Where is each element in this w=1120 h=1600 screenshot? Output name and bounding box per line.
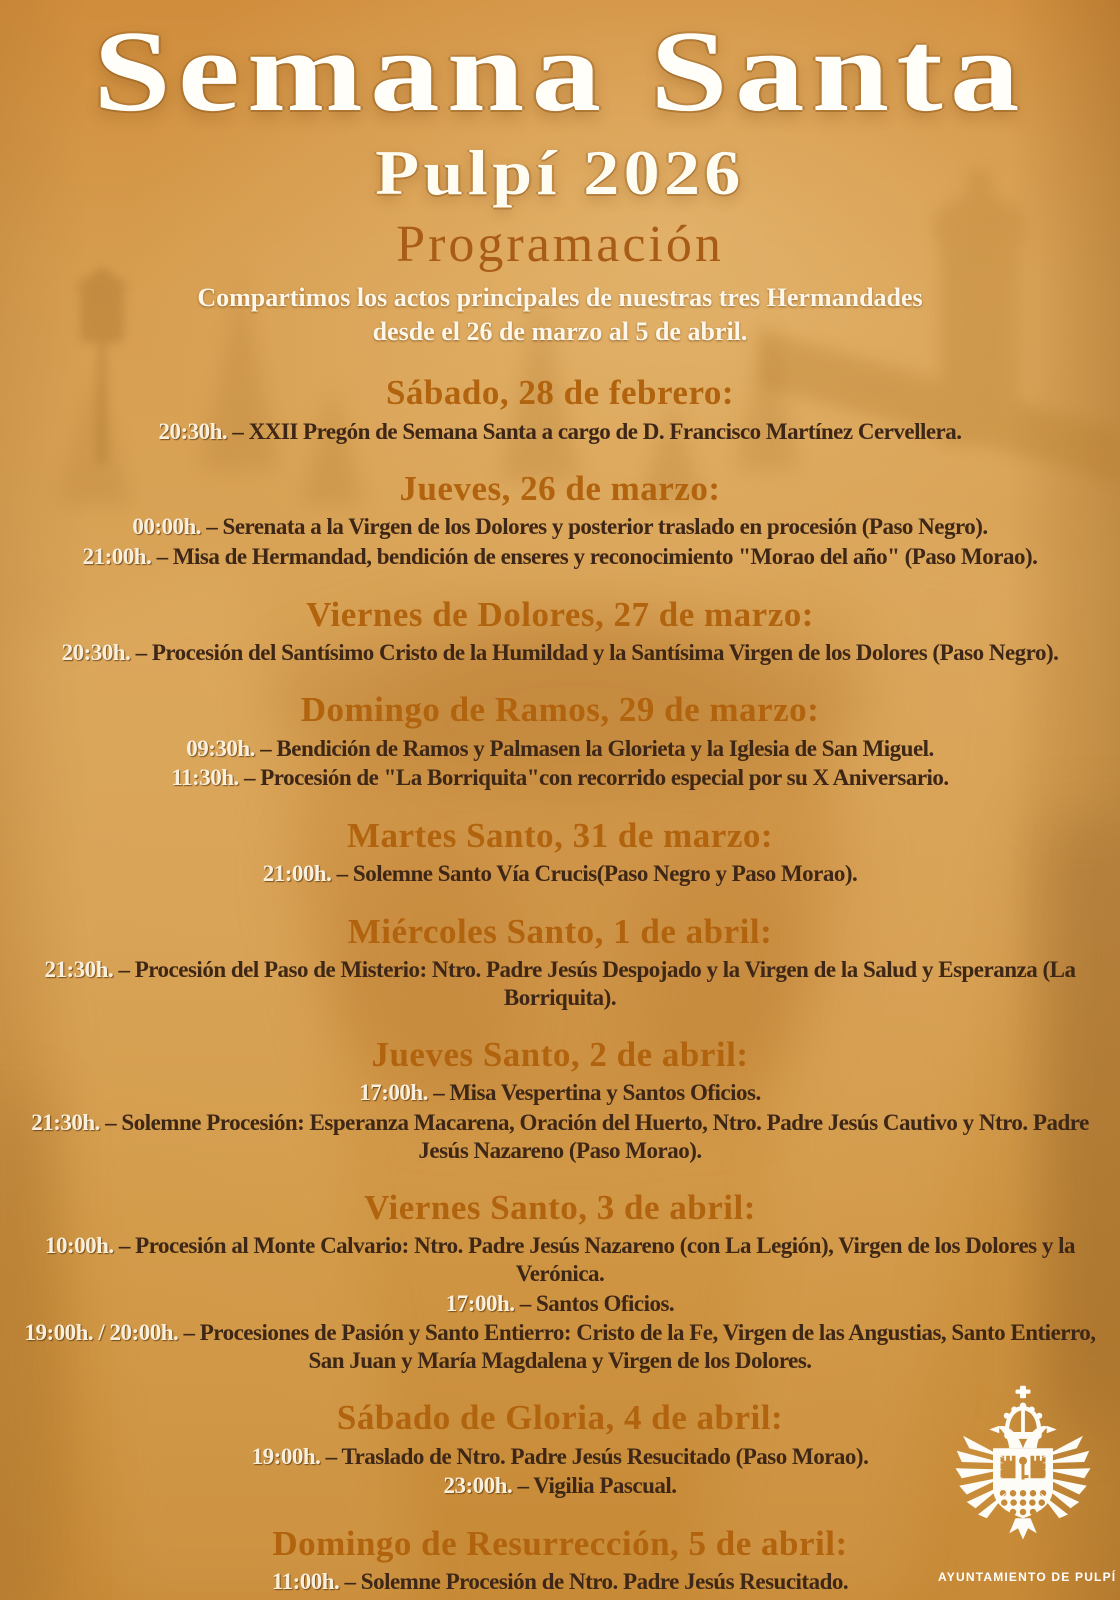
event-item xyxy=(15,735,1105,763)
schedule-day-section xyxy=(0,1035,1120,1164)
day-heading: Domingo de Ramos, 29 de marzo: xyxy=(300,690,820,730)
event-item xyxy=(15,1079,1105,1107)
schedule-day-section xyxy=(0,912,1120,1011)
day-heading: Jueves, 26 de marzo: xyxy=(399,469,721,509)
schedule-day-section xyxy=(0,373,1120,445)
event-item xyxy=(15,1109,1105,1164)
event-time: 19:00h. xyxy=(251,1443,321,1469)
day-events xyxy=(0,639,1120,667)
intro-line-2: desde el 26 de marzo al 5 de abril. xyxy=(372,316,748,346)
day-heading: Sábado, 28 de febrero: xyxy=(385,373,735,413)
event-time: 11:00h. xyxy=(271,1569,340,1595)
event-description: – Procesión al Monte Calvario: Ntro. Padre Jesús Nazareno (con La Legión), Virgen de los Dolores y la Verónica. xyxy=(118,1233,1076,1286)
schedule-day-section xyxy=(0,595,1120,667)
event-description: – XXII Pregón de Semana Santa a cargo de D. Francisco Martínez Cervellera. xyxy=(232,418,962,444)
ayuntamiento-logo xyxy=(938,1378,1117,1584)
program-heading: Programación xyxy=(396,215,724,273)
day-heading: Jueves Santo, 2 de abril: xyxy=(371,1035,749,1075)
day-heading: Domingo de Resurrección, 5 de abril: xyxy=(272,1523,848,1563)
event-description: – Vigilia Pascual. xyxy=(517,1473,677,1499)
poster-edition: Pulpí 2026 xyxy=(375,136,745,208)
event-time: 00:00h. xyxy=(132,514,202,540)
event-description: – Procesión del Santísimo Cristo de la Humildad y la Santísima Virgen de los Dolores (Paso Negro). xyxy=(135,639,1059,665)
event-description: – Santos Oficios. xyxy=(519,1290,675,1316)
day-events xyxy=(0,735,1120,792)
event-description: – Serenata a la Virgen de los Dolores y posterior traslado en procesión (Paso Negro). xyxy=(206,514,988,540)
event-item xyxy=(15,418,1105,446)
event-description: – Misa de Hermandad, bendición de enseres y reconocimiento "Morao del año" (Paso Morao). xyxy=(156,543,1038,569)
event-time: 09:30h. xyxy=(186,735,255,761)
event-item xyxy=(15,860,1105,888)
event-time: 21:00h. xyxy=(82,543,152,569)
event-time: 20:30h. xyxy=(158,418,228,444)
event-description: – Misa Vespertina y Santos Oficios. xyxy=(433,1080,761,1106)
day-heading: Miércoles Santo, 1 de abril: xyxy=(347,911,773,951)
event-time: 21:30h. xyxy=(44,956,114,982)
event-time: 17:00h. xyxy=(359,1080,428,1106)
schedule-day-section xyxy=(0,469,1120,570)
event-time: 10:00h. xyxy=(44,1233,114,1259)
event-item xyxy=(15,543,1105,571)
event-time: 11:30h. xyxy=(171,765,239,791)
schedule-day-section xyxy=(0,1188,1120,1374)
ayuntamiento-caption: AYUNTAMIENTO DE PULPÍ xyxy=(938,1570,1117,1584)
event-item xyxy=(15,513,1105,541)
event-time: 21:00h. xyxy=(262,861,332,887)
event-description: – Bendición de Ramos y Palmasen la Glorieta y la Iglesia de San Miguel. xyxy=(260,735,934,761)
pulpi-coat-of-arms-icon xyxy=(948,1378,1098,1566)
day-heading: Viernes de Dolores, 27 de marzo: xyxy=(306,594,814,634)
day-events xyxy=(0,513,1120,570)
event-item xyxy=(15,764,1105,792)
day-events xyxy=(0,418,1120,446)
event-time: 21:30h. xyxy=(31,1109,100,1135)
event-description: – Procesión del Paso de Misterio: Ntro. Padre Jesús Despojado y la Virgen de la Salud y Esperanza (La Borriquita). xyxy=(118,956,1076,1010)
event-description: – Solemne Santo Vía Crucis(Paso Negro y Paso Morao). xyxy=(336,861,858,887)
event-item xyxy=(15,639,1105,667)
day-heading: Sábado de Gloria, 4 de abril: xyxy=(336,1398,784,1438)
day-events xyxy=(0,1232,1120,1374)
day-events xyxy=(0,860,1120,888)
day-heading: Viernes Santo, 3 de abril: xyxy=(364,1188,756,1228)
event-description: – Procesiones de Pasión y Santo Entierro: Cristo de la Fe, Virgen de las Angustias, Santo Entierro, San Juan y María Magdalena y Virgen de los Dolores. xyxy=(183,1320,1096,1373)
event-time: 17:00h. xyxy=(445,1290,515,1316)
intro-line-1: Compartimos los actos principales de nuestras tres Hermandades xyxy=(197,282,923,312)
event-item xyxy=(15,1290,1105,1318)
poster-title: Semana Santa xyxy=(93,8,1027,136)
event-item xyxy=(15,1232,1105,1287)
schedule-day-section xyxy=(0,690,1120,791)
intro-text xyxy=(110,281,1010,350)
event-item xyxy=(15,956,1105,1011)
event-time: 23:00h. xyxy=(443,1473,513,1499)
event-description: – Solemne Procesión: Esperanza Macarena, Oración del Huerto, Ntro. Padre Jesús Cautivo y Ntro. Padre Jesús Nazareno (Paso Morao). xyxy=(105,1109,1089,1163)
event-item xyxy=(15,1319,1105,1374)
day-heading: Martes Santo, 31 de marzo: xyxy=(346,815,774,855)
schedule-day-section xyxy=(0,816,1120,888)
event-description: – Solemne Procesión de Ntro. Padre Jesús Resucitado. xyxy=(344,1569,849,1595)
event-description: – Traslado de Ntro. Padre Jesús Resucitado (Paso Morao). xyxy=(325,1443,869,1469)
event-description: – Procesión de "La Borriquita"con recorrido especial por su X Aniversario. xyxy=(244,765,949,791)
event-time: 19:00h. / 20:00h. xyxy=(24,1320,179,1346)
day-events xyxy=(0,956,1120,1011)
day-events xyxy=(0,1079,1120,1164)
event-time: 20:30h. xyxy=(61,639,131,665)
